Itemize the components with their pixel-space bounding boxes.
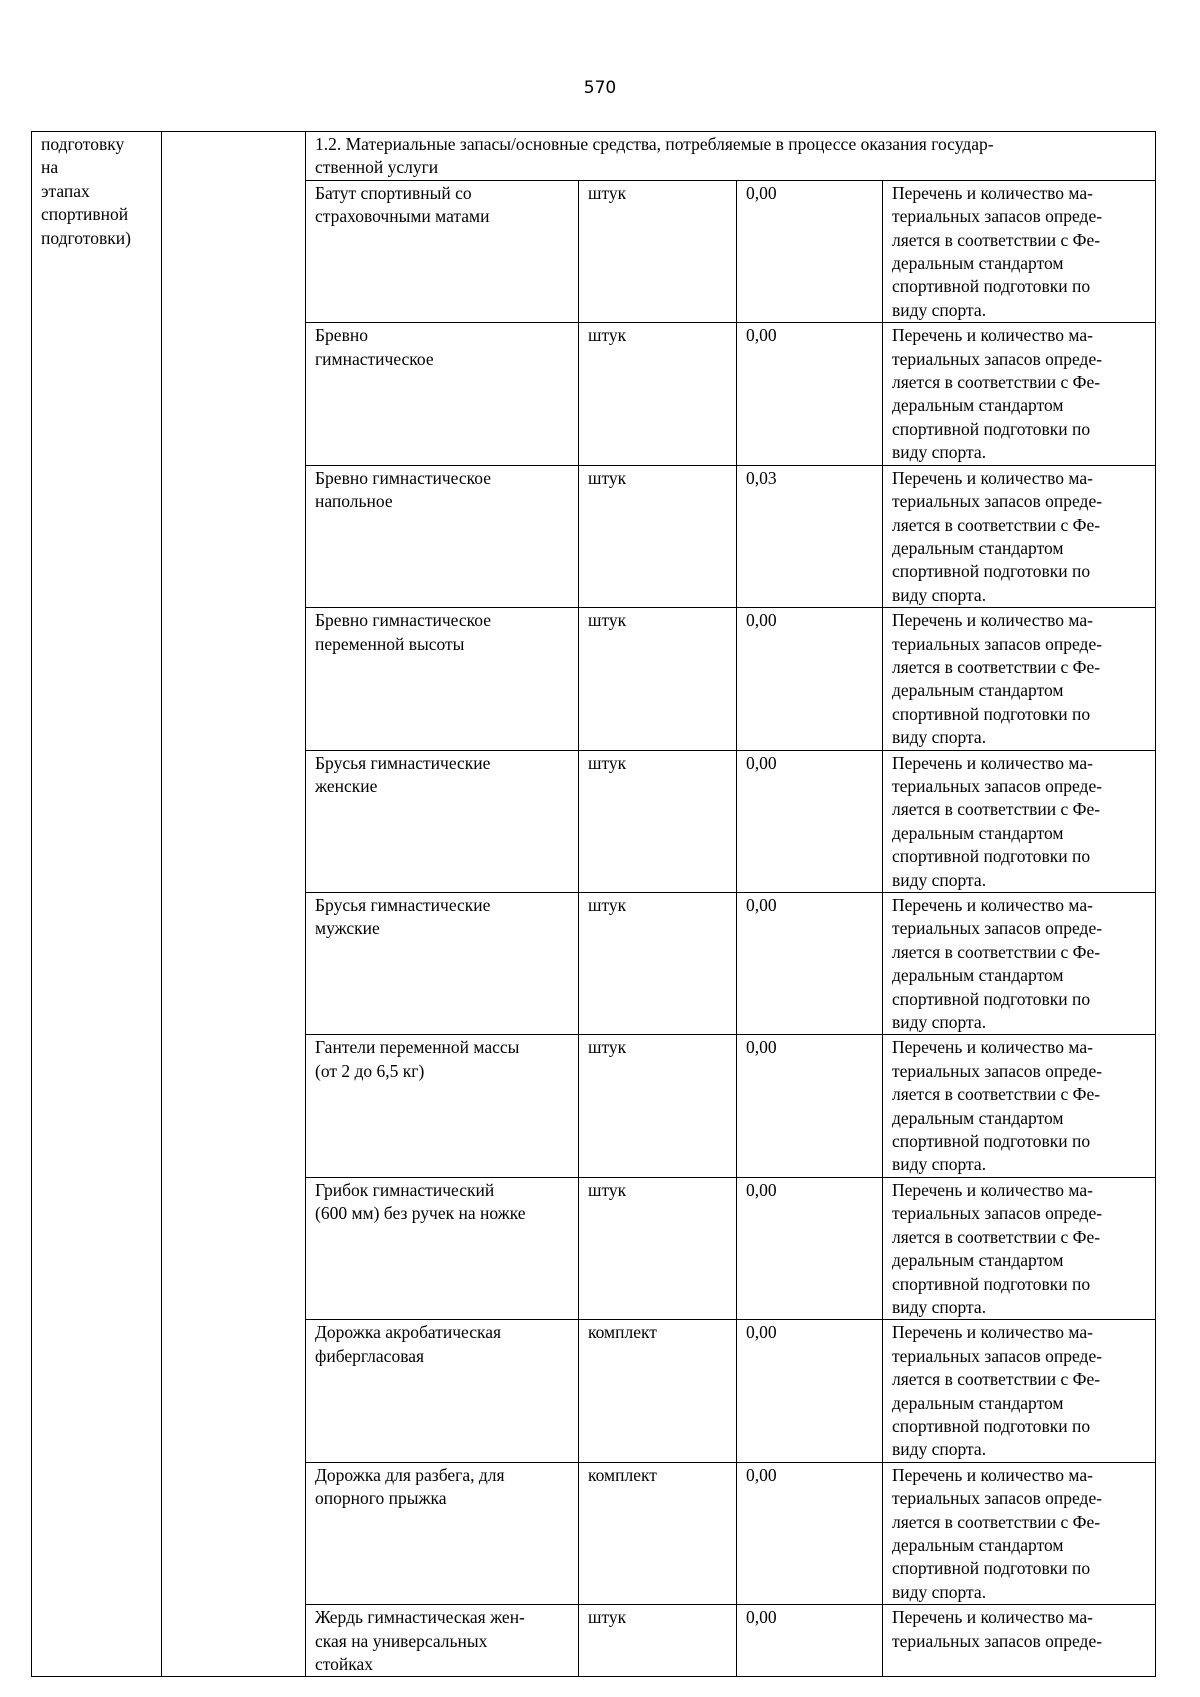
unit-cell: комплект: [579, 1462, 737, 1604]
note-cell: Перечень и количество ма- териальных запасов опреде- ляется в соответствии с Фе- деральным стандартом спортивной подготовки по виду спорта.: [883, 323, 1156, 465]
item-name-cell: Брусья гимнастические женские: [306, 750, 579, 892]
quantity-cell: 0,00: [737, 608, 883, 750]
item-name-cell: Дорожка для разбега, для опорного прыжка: [306, 1462, 579, 1604]
unit-cell: штук: [579, 608, 737, 750]
stage-cell: подготовку на этапах спортивной подготовки): [32, 132, 162, 1677]
unit-cell: штук: [579, 750, 737, 892]
unit-cell: штук: [579, 1605, 737, 1677]
item-name-cell: Дорожка акробатическая фибергласовая: [306, 1320, 579, 1462]
item-name-cell: Жердь гимнастическая жен- ская на универсальных стойках: [306, 1605, 579, 1677]
note-cell: Перечень и количество ма- териальных запасов опреде- ляется в соответствии с Фе- деральным стандартом спортивной подготовки по виду спорта.: [883, 1462, 1156, 1604]
quantity-cell: 0,00: [737, 180, 883, 322]
note-cell: Перечень и количество ма- териальных запасов опреде-: [883, 1605, 1156, 1677]
note-cell: Перечень и количество ма- териальных запасов опреде- ляется в соответствии с Фе- деральным стандартом спортивной подготовки по виду спорта.: [883, 1320, 1156, 1462]
item-name-cell: Гантели переменной массы (от 2 до 6,5 кг): [306, 1035, 579, 1177]
quantity-cell: 0,00: [737, 1605, 883, 1677]
item-name-cell: Бревно гимнастическое напольное: [306, 465, 579, 607]
empty-cell: [162, 132, 306, 1677]
section-title: 1.2. Материальные запасы/основные средства, потребляемые в процессе оказания государ- ственной услуги: [306, 132, 1156, 181]
quantity-cell: 0,00: [737, 1035, 883, 1177]
note-cell: Перечень и количество ма- териальных запасов опреде- ляется в соответствии с Фе- деральным стандартом спортивной подготовки по виду спорта.: [883, 465, 1156, 607]
unit-cell: штук: [579, 1035, 737, 1177]
note-cell: Перечень и количество ма- териальных запасов опреде- ляется в соответствии с Фе- деральным стандартом спортивной подготовки по виду спорта.: [883, 1035, 1156, 1177]
note-cell: Перечень и количество ма- териальных запасов опреде- ляется в соответствии с Фе- деральным стандартом спортивной подготовки по виду спорта.: [883, 608, 1156, 750]
note-cell: Перечень и количество ма- териальных запасов опреде- ляется в соответствии с Фе- деральным стандартом спортивной подготовки по виду спорта.: [883, 180, 1156, 322]
quantity-cell: 0,00: [737, 1320, 883, 1462]
item-name-cell: Брусья гимнастические мужские: [306, 893, 579, 1035]
quantity-cell: 0,00: [737, 323, 883, 465]
item-name-cell: Батут спортивный со страховочными матами: [306, 180, 579, 322]
quantity-cell: 0,03: [737, 465, 883, 607]
unit-cell: комплект: [579, 1320, 737, 1462]
unit-cell: штук: [579, 180, 737, 322]
quantity-cell: 0,00: [737, 1462, 883, 1604]
note-cell: Перечень и количество ма- териальных запасов опреде- ляется в соответствии с Фе- деральным стандартом спортивной подготовки по виду спорта.: [883, 893, 1156, 1035]
materials-table: [31, 131, 1156, 1677]
quantity-cell: 0,00: [737, 893, 883, 1035]
section-header-row: [32, 132, 1156, 181]
unit-cell: штук: [579, 893, 737, 1035]
quantity-cell: 0,00: [737, 750, 883, 892]
page-number: 570: [583, 78, 617, 98]
note-cell: Перечень и количество ма- териальных запасов опреде- ляется в соответствии с Фе- деральным стандартом спортивной подготовки по виду спорта.: [883, 750, 1156, 892]
unit-cell: штук: [579, 1177, 737, 1319]
quantity-cell: 0,00: [737, 1177, 883, 1319]
unit-cell: штук: [579, 465, 737, 607]
item-name-cell: Бревно гимнастическое переменной высоты: [306, 608, 579, 750]
item-name-cell: Грибок гимнастический (600 мм) без ручек на ножке: [306, 1177, 579, 1319]
item-name-cell: Бревно гимнастическое: [306, 323, 579, 465]
note-cell: Перечень и количество ма- териальных запасов опреде- ляется в соответствии с Фе- деральным стандартом спортивной подготовки по виду спорта.: [883, 1177, 1156, 1319]
unit-cell: штук: [579, 323, 737, 465]
